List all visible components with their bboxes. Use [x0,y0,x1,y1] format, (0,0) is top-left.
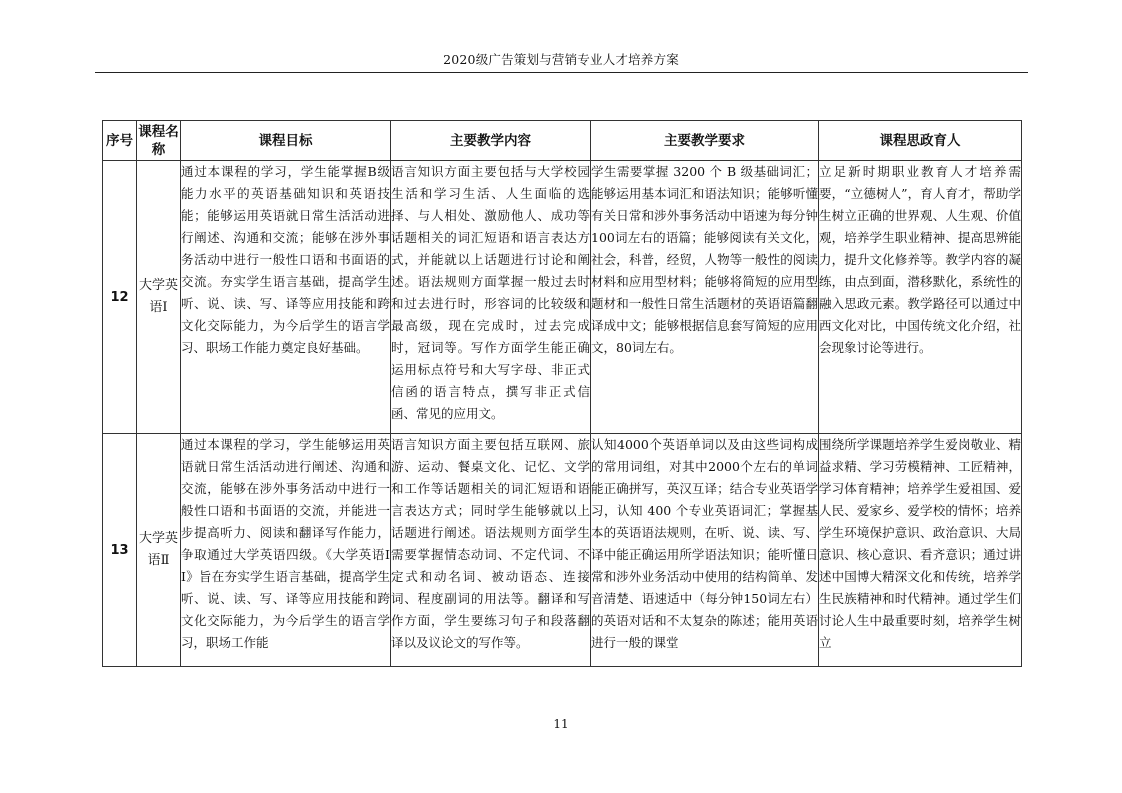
col-header-goal: 课程目标 [181,121,391,161]
table-row [103,434,1022,667]
col-header-ideology: 课程思政育人 [819,121,1022,161]
row-goal-cell [181,434,391,667]
page-number: 11 [553,717,569,731]
row-content: 语言知识方面主要包括互联网、旅游、运动、餐桌文化、记忆、文学和工作等话题相关的词汇短语和语言表达方式；同时学生能够就以上话题进行阐述。语法规则方面学生需要掌握情态动词、不定代词、不定式和动名词、被动语态、连接词、程度副词的用法等。翻译和写作方面，学生要练习句子和段落翻译以及议论文的写作等。 [391,437,590,650]
row-ideology-cell [819,434,1022,667]
col-header-course-name: 课程名称 [137,121,181,161]
row-course-name: 大学英语Ⅱ [137,434,181,667]
row-goal: 通过本课程的学习，学生能够运用英语就日常生活活动进行阐述、沟通和交流，能够在涉外事务活动中进行一般性口语和书面语的交流，并能进一步提高听力、阅读和翻译写作能力，争取通过大学英语四级。《大学英语II》旨在夯实学生语言基础，提高学生听、说、读、写、译等应用技能和跨文化交际能力，为今后学生的语言学习，职场工作能 [181,437,390,650]
row-seq: 12 [103,161,137,434]
row-content-cell [391,434,591,667]
page-header-title: 2020级广告策划与营销专业人才培养方案 [443,52,679,67]
col-header-seq: 序号 [103,121,137,161]
table-row [103,161,1022,434]
table-header-row [103,121,1022,161]
row-requirements: 学生需要掌握 3200 个 B 级基础词汇；能够运用基本词汇和语法知识；能够听懂有关日常和涉外事务活动中语速为每分钟100词左右的语篇；能够阅读有关文化，社会，科普，经贸，人物等一般性的阅读材料和应用型材料；能够将简短的应用型题材和一般性日常生活题材的英语语篇翻译成中文；能够根据信息套写简短的应用文，80词左右。 [591,161,819,434]
row-seq: 13 [103,434,137,667]
col-header-requirements: 主要教学要求 [591,121,819,161]
row-course-name: 大学英语Ⅰ [137,161,181,434]
course-table [102,120,1022,667]
row-ideology: 围绕所学课题培养学生爱岗敬业、精益求精、学习劳模精神、工匠精神，学习体育精神；培养学生爱祖国、爱人民、爱家乡、爱学校的情怀；培养学生环境保护意识、政治意识、大局意识、核心意识、看齐意识；通过讲述中国博大精深文化和传统，培养学生民族精神和时代精神。通过学生们讨论人生中最重要时刻，培养学生树立 [819,437,1021,650]
row-content: 语言知识方面主要包括与大学校园生活和学习生活、人生面临的选择、与人相处、激励他人、成功等话题相关的词汇短语和语言表达方式，并能就以上话题进行讨论和阐述。语法规则方面掌握一般过去时和过去进行时，形容词的比较级和最高级，现在完成时，过去完成时，冠词等。写作方面学生能正确运用标点符号和大写字母、非正式信函的语言特点，撰写非正式信函、常见的应用文。 [391,161,591,434]
col-header-content: 主要教学内容 [391,121,591,161]
row-requirements-cell [591,434,819,667]
row-ideology: 立足新时期职业教育人才培养需要，“立德树人”，育人育才，帮助学生树立正确的世界观、人生观、价值观，培养学生职业精神、提高思辨能力，提升文化修养等。教学内容的凝练，由点到面，潜移默化，系统性的融入思政元素。教学路径可以通过中西文化对比，中国传统文化介绍，社会现象讨论等进行。 [819,161,1022,434]
row-requirements: 认知4000个英语单词以及由这些词构成的常用词组，对其中2000个左右的单词能正确拼写，英汉互译；结合专业英语学习，认知 400 个专业英语词汇；掌握基本的英语语法规则，在听、说、读、写、译中能正确运用所学语法知识；能听懂日常和涉外业务活动中使用的结构简单、发音清楚、语速适中（每分钟150词左右）的英语对话和不太复杂的陈述；能用英语进行一般的课堂 [591,437,818,650]
row-goal: 通过本课程的学习，学生能掌握B级能力水平的英语基础知识和英语技能；能够运用英语就日常生活活动进行阐述、沟通和交流；能够在涉外事务活动中进行一般性口语和书面语的交流。夯实学生语言基础，提高学生听、说、读、写、译等应用技能和跨文化交际能力，为今后学生的语言学习、职场工作能力奠定良好基础。 [181,161,391,434]
header-divider [95,72,1028,73]
